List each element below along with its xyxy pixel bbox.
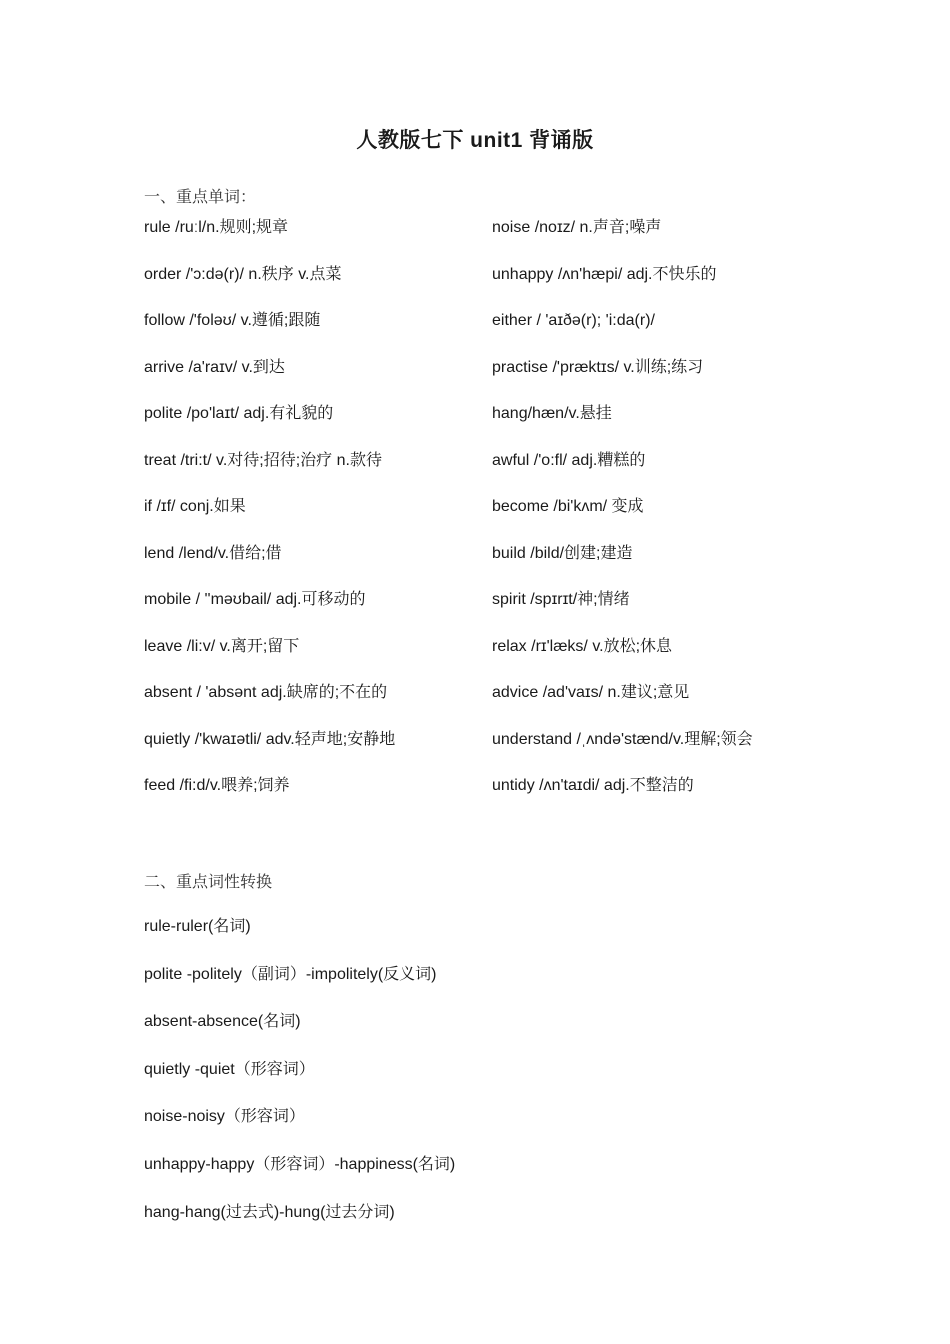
vocab-entry: arrive /a'raɪv/ v.到达 (144, 358, 285, 376)
vocab-entry: mobile / ''məʊbail/ adj.可移动的 (144, 591, 366, 608)
vocab-entry: feed /fi:d/v.喂养;饲养 (144, 777, 290, 794)
vocab-entry: advice /ad'vaɪs/ n.建议;意见 (492, 684, 690, 701)
vocab-entry: relax /rɪ'læks/ v.放松;休息 (492, 637, 673, 655)
vocab-entry: if /ɪf/ conj.如果 (144, 498, 246, 515)
word-form-item: rule-ruler(名词) (144, 918, 251, 935)
section-heading-word-forms: 二、重点词性转换 (144, 874, 273, 891)
vocab-entry: follow /'folǝʊ/ v.遵循;跟随 (144, 312, 321, 329)
vocab-entry: lend /lend/v.借给;借 (144, 544, 282, 562)
vocab-entry: treat /tri:t/ v.对待;招待;治疗 n.款待 (144, 451, 382, 469)
vocabulary-grid (144, 216, 844, 821)
vocab-entry: build /bild/创建;建造 (492, 544, 633, 562)
vocab-entry: unhappy /ʌn'hæpi/ adj.不快乐的 (492, 265, 717, 283)
word-form-list (144, 915, 794, 1248)
vocab-entry: absent / 'absənt adj.缺席的;不在的 (144, 684, 388, 701)
vocab-entry: awful /'o:fl/ adj.糟糕的 (492, 451, 646, 469)
section-heading-key-words: 一、重点单词： (144, 189, 257, 206)
vocab-entry: understand /ˌʌndə'stænd/v.理解;领会 (492, 730, 753, 748)
word-form-item: absent-absence(名词) (144, 1013, 301, 1031)
vocab-entry: spirit /spɪrɪt/神;情绪 (492, 591, 630, 608)
vocab-entry: hang/hæn/v.悬挂 (492, 405, 612, 422)
page-title: 人教版七下 unit1 背诵版 (356, 129, 594, 152)
word-form-item: noise-noisy（形容词） (144, 1108, 305, 1126)
vocab-entry: polite /po'laɪt/ adj.有礼貌的 (144, 405, 334, 422)
word-form-item: unhappy-happy（形容词）-happiness(名词) (144, 1155, 456, 1173)
word-form-item: hang-hang(过去式)-hung(过去分词) (144, 1203, 395, 1221)
vocab-entry: untidy /ʌn'taɪdi/ adj.不整洁的 (492, 777, 694, 794)
vocab-entry: leave /li:v/ v.离开;留下 (144, 637, 300, 655)
word-form-item: quietly -quiet（形容词） (144, 1060, 315, 1078)
vocab-entry: order /'ɔ:də(r)/ n.秩序 v.点菜 (144, 265, 342, 283)
vocab-entry: rule /ruːl/n.规则;规章 (144, 219, 289, 236)
vocab-entry: become /bi'kʌm/ 变成 (492, 498, 644, 515)
word-form-item: polite -politely（副词）-impolitely(反义词) (144, 965, 437, 983)
vocab-entry: noise /noɪz/ n.声音;噪声 (492, 219, 662, 236)
vocab-entry: either / 'aɪðə(r); 'i:da(r)/ (492, 312, 655, 329)
vocab-entry: quietly /'kwaɪətli/ adv.轻声地;安静地 (144, 730, 396, 748)
vocab-entry: practise /'præktɪs/ v.训练;练习 (492, 358, 704, 376)
